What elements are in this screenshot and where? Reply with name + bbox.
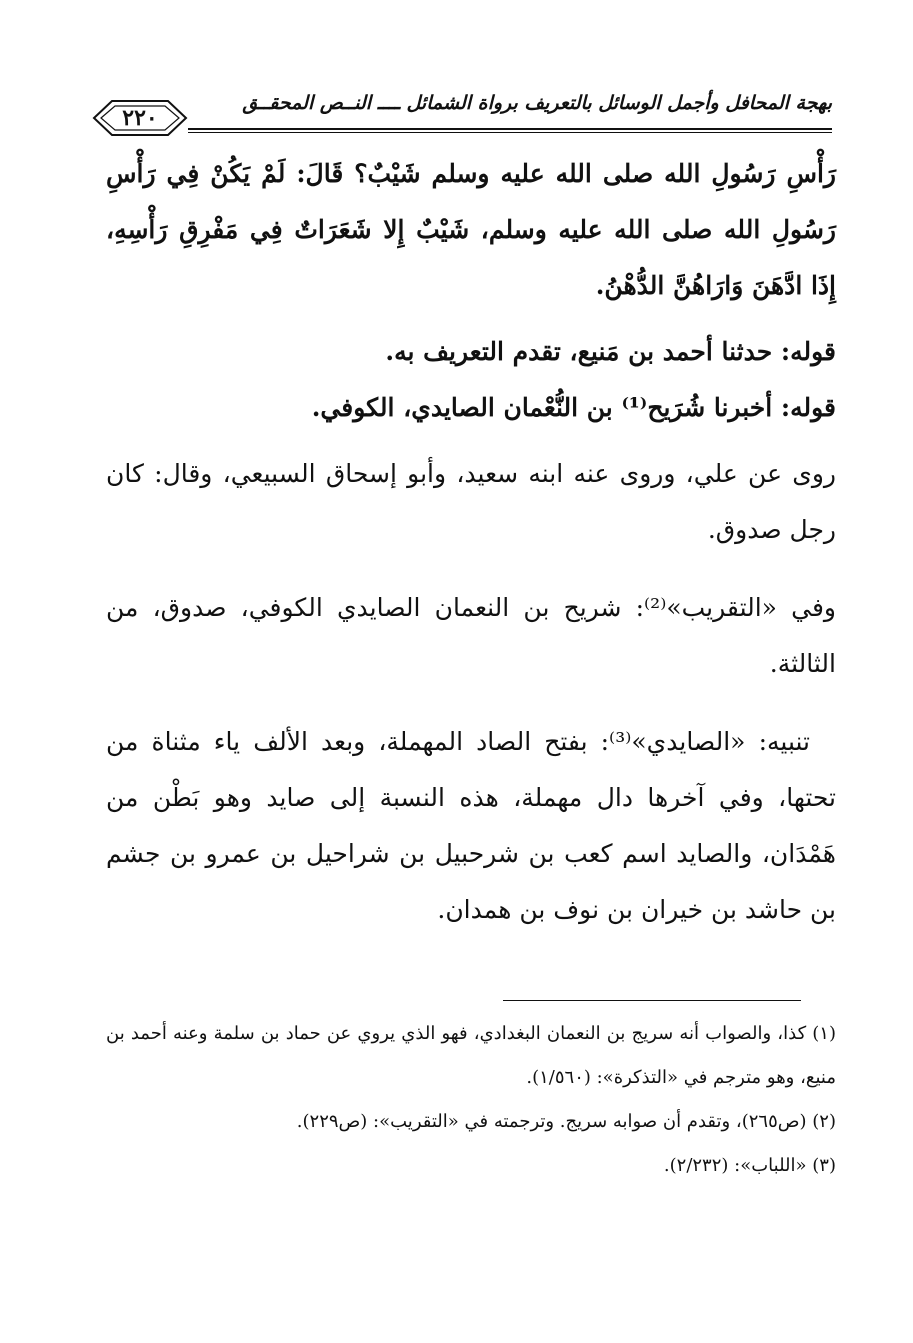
- footnote-2: (٢) (ص٢٦٥)، وتقدم أن صوابه سريج. وترجمته في «التقريب»: (ص٢٢٩).: [296, 1111, 836, 1132]
- note-paragraph: تنبيه: «الصايدي»⁽³⁾: بفتح الصاد المهملة، وبعد الألف ياء مثناة من تحتها، وفي آخرها دال مهملة، هذه النسبة إلى صايد وهو بَطْن من هَمْدَان، والصايد اسم كعب بن شرحبيل بن شراحيل بن عمرو بن جشم بن حاشد بن خيران بن نوف بن همدان.: [106, 727, 836, 924]
- page-number-badge: [92, 98, 188, 138]
- qawluhu-ahmad: قوله: حدثنا أحمد بن مَنيع، تقدم التعريف به.: [385, 337, 836, 366]
- narration-paragraph: روى عن علي، وروى عنه ابنه سعيد، وأبو إسحاق السبيعي، وقال: كان رجل صدوق.: [106, 459, 836, 544]
- hadith-text: رَأْسِ رَسُولِ الله صلى الله عليه وسلم شَيْبٌ؟ قَالَ: لَمْ يَكُنْ فِي رَأْسِ رَسُولِ الله صلى الله عليه وسلم، شَيْبٌ إِلا شَعَرَاتٌ فِي مَفْرِقِ رَأْسِهِ، إِذَا ادَّهَنَ وَارَاهُنَّ الدُّهْنُ.: [106, 159, 836, 300]
- header-rule-thin: [188, 132, 832, 133]
- main-text: [106, 146, 836, 938]
- running-header: [92, 88, 832, 132]
- footnote-3: (٣) «اللباب»: (٢/٢٣٢).: [663, 1155, 836, 1176]
- taqrib-paragraph: وفي «التقريب»⁽²⁾: شريح بن النعمان الصايدي الكوفي، صدوق، من الثالثة.: [106, 593, 837, 678]
- footnotes: [106, 1012, 836, 1188]
- footnote-separator: [503, 1000, 801, 1001]
- page-number: ٢٢٠: [122, 105, 158, 131]
- footnote-1: (١) كذا، والصواب أنه سريج بن النعمان البغدادي، فهو الذي يروي عن حماد بن سلمة وعنه أحمد بن منيع، وهو مترجم في «التذكرة»: (١/٥٦٠).: [106, 1023, 836, 1088]
- qawluhu-shurayh: قوله: أخبرنا شُرَيح⁽¹⁾ بن النُّعْمان الصايدي، الكوفي.: [311, 393, 836, 422]
- header-title: بهجة المحافل وأجمل الوسائل بالتعريف برواة الشمائل ــــ النــص المحقــق: [242, 92, 832, 114]
- header-rule: [188, 128, 832, 130]
